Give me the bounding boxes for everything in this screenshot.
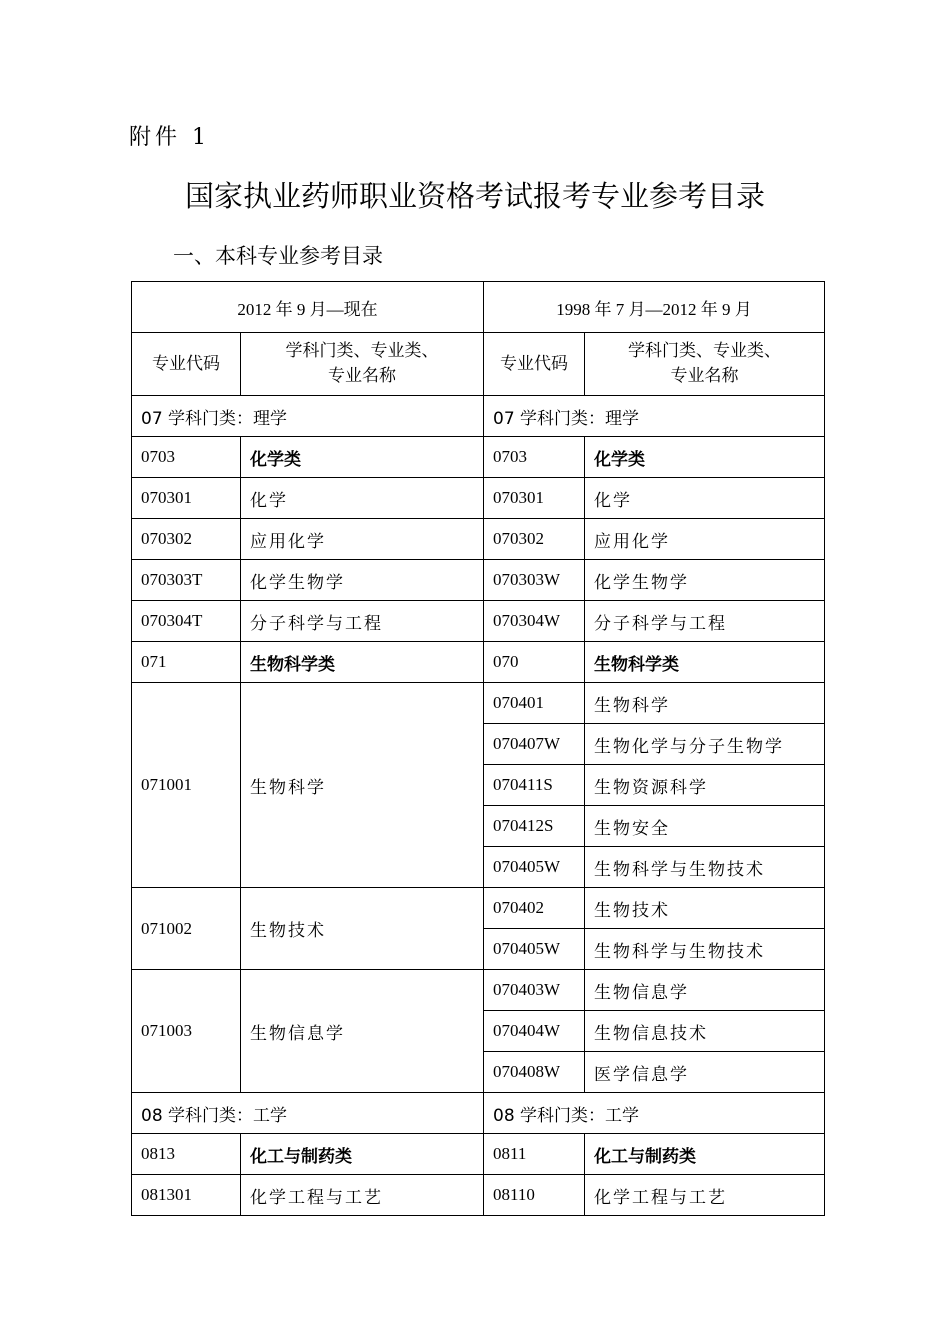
period-current-header: 2012 年 9 月—现在 bbox=[132, 282, 484, 333]
name-old: 生物信息技术 bbox=[585, 1011, 825, 1052]
code-new: 071 bbox=[132, 642, 241, 683]
code-old: 08110 bbox=[484, 1175, 585, 1216]
category-row bbox=[132, 396, 825, 437]
table-row bbox=[132, 601, 825, 642]
code-old: 070302 bbox=[484, 519, 585, 560]
code-new: 070304T bbox=[132, 601, 241, 642]
category-old: 07 学科门类：理学 bbox=[484, 396, 825, 437]
code-new: 0703 bbox=[132, 437, 241, 478]
name-new: 化工与制药类 bbox=[241, 1134, 484, 1175]
code-old: 070402 bbox=[484, 888, 585, 929]
code-old: 070411S bbox=[484, 765, 585, 806]
name-new: 生物技术 bbox=[241, 888, 484, 970]
column-header-name-line2: 专业名称 bbox=[328, 366, 396, 386]
code-old: 070404W bbox=[484, 1011, 585, 1052]
column-header-code-old: 专业代码 bbox=[484, 333, 585, 396]
code-old: 070 bbox=[484, 642, 585, 683]
code-old: 070407W bbox=[484, 724, 585, 765]
name-new: 化学生物学 bbox=[241, 560, 484, 601]
name-old: 化学工程与工艺 bbox=[585, 1175, 825, 1216]
category-new: 07 学科门类：理学 bbox=[132, 396, 484, 437]
category-row bbox=[132, 1093, 825, 1134]
period-old-header: 1998 年 7 月—2012 年 9 月 bbox=[484, 282, 825, 333]
major-catalog-table bbox=[131, 281, 825, 1216]
table-row bbox=[132, 970, 825, 1011]
name-old: 医学信息学 bbox=[585, 1052, 825, 1093]
code-old: 0703 bbox=[484, 437, 585, 478]
name-new: 生物信息学 bbox=[241, 970, 484, 1093]
table-row bbox=[132, 560, 825, 601]
name-old: 化学生物学 bbox=[585, 560, 825, 601]
name-old: 生物科学类 bbox=[585, 642, 825, 683]
name-new: 生物科学类 bbox=[241, 642, 484, 683]
column-header-name-old bbox=[585, 333, 825, 396]
code-old: 0811 bbox=[484, 1134, 585, 1175]
column-header-code-new: 专业代码 bbox=[132, 333, 241, 396]
code-new: 071001 bbox=[132, 683, 241, 888]
name-old: 生物化学与分子生物学 bbox=[585, 724, 825, 765]
code-old: 070304W bbox=[484, 601, 585, 642]
code-old: 070303W bbox=[484, 560, 585, 601]
name-new: 生物科学 bbox=[241, 683, 484, 888]
code-new: 0813 bbox=[132, 1134, 241, 1175]
name-old: 分子科学与工程 bbox=[585, 601, 825, 642]
period-header-row bbox=[132, 282, 825, 333]
column-header-name-new bbox=[241, 333, 484, 396]
category-new: 08 学科门类：工学 bbox=[132, 1093, 484, 1134]
table-row bbox=[132, 437, 825, 478]
document-title: 国家执业药师职业资格考试报考专业参考目录 bbox=[184, 179, 765, 213]
table-row bbox=[132, 888, 825, 929]
name-old: 化学类 bbox=[585, 437, 825, 478]
code-new: 070301 bbox=[132, 478, 241, 519]
name-old: 生物信息学 bbox=[585, 970, 825, 1011]
code-new: 071003 bbox=[132, 970, 241, 1093]
code-new: 070303T bbox=[132, 560, 241, 601]
column-header-name-line2: 专业名称 bbox=[670, 366, 739, 386]
table-row bbox=[132, 478, 825, 519]
name-old: 生物技术 bbox=[585, 888, 825, 929]
name-old: 生物安全 bbox=[585, 806, 825, 847]
code-old: 070408W bbox=[484, 1052, 585, 1093]
name-new: 分子科学与工程 bbox=[241, 601, 484, 642]
name-old: 生物资源科学 bbox=[585, 765, 825, 806]
table-row bbox=[132, 1175, 825, 1216]
name-old: 生物科学 bbox=[585, 683, 825, 724]
code-new: 070302 bbox=[132, 519, 241, 560]
table-row bbox=[132, 1134, 825, 1175]
code-old: 070403W bbox=[484, 970, 585, 1011]
name-old: 化学 bbox=[585, 478, 825, 519]
table-row bbox=[132, 519, 825, 560]
name-old: 生物科学与生物技术 bbox=[585, 847, 825, 888]
table-row bbox=[132, 683, 825, 724]
code-old: 070405W bbox=[484, 847, 585, 888]
name-old: 化工与制药类 bbox=[585, 1134, 825, 1175]
column-header-row bbox=[132, 333, 825, 396]
code-old: 070412S bbox=[484, 806, 585, 847]
name-new: 化学 bbox=[241, 478, 484, 519]
section-heading: 一、本科专业参考目录 bbox=[173, 244, 383, 268]
name-new: 化学工程与工艺 bbox=[241, 1175, 484, 1216]
name-new: 化学类 bbox=[241, 437, 484, 478]
code-old: 070405W bbox=[484, 929, 585, 970]
name-old: 应用化学 bbox=[585, 519, 825, 560]
code-new: 081301 bbox=[132, 1175, 241, 1216]
column-header-name-line1: 学科门类、专业类、 bbox=[285, 341, 439, 361]
attachment-label: 附件 1 bbox=[129, 125, 210, 150]
code-old: 070301 bbox=[484, 478, 585, 519]
table-row bbox=[132, 642, 825, 683]
name-old: 生物科学与生物技术 bbox=[585, 929, 825, 970]
code-new: 071002 bbox=[132, 888, 241, 970]
name-new: 应用化学 bbox=[241, 519, 484, 560]
column-header-name-line1: 学科门类、专业类、 bbox=[628, 341, 781, 361]
code-old: 070401 bbox=[484, 683, 585, 724]
category-old: 08 学科门类：工学 bbox=[484, 1093, 825, 1134]
